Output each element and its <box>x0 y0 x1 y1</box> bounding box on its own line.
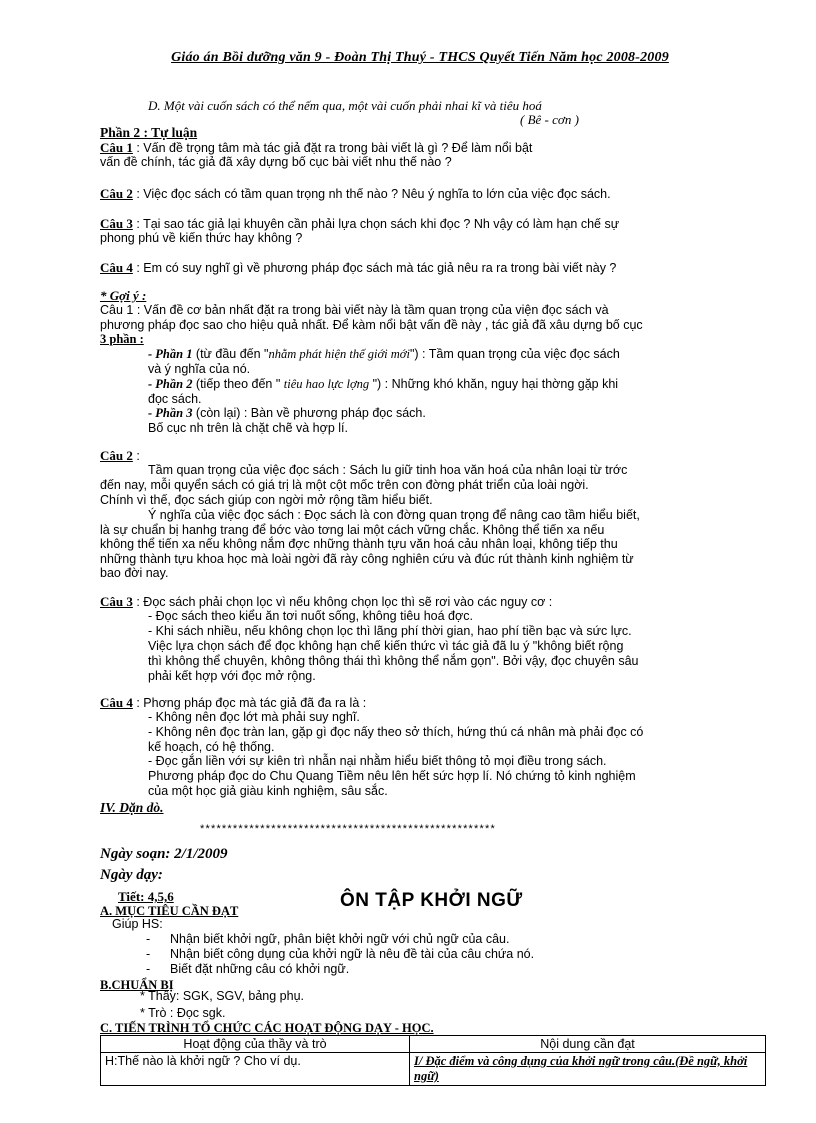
part-2-text-b: ") : Những khó khăn, nguy hại thờng gặp khi <box>369 377 619 391</box>
table-row <box>101 1053 766 1086</box>
answer-2-line2: đến nay, mỗi quyển sách có giá trị là một cột mốc trên con đờng phát triển của loài ngời. <box>100 478 589 492</box>
intro-giup-hs: Giúp HS: <box>112 917 163 931</box>
question-1-text: : Vấn đề trọng tâm mà tác giả đặt ra trong bài viết là gì ? Để làm nổi bật <box>132 141 533 155</box>
answer-4-line2: - Không nên đọc lớt mà phải suy nghĩ. <box>148 710 360 724</box>
question-4-text: : Em có suy nghĩ gì về phương pháp đọc sách mà tác giả nêu ra ra trong bài viết này ? <box>132 261 617 275</box>
section-b-heading: B.CHUẨN BỊ <box>100 978 174 992</box>
question-3 <box>100 216 619 232</box>
table-header-content: Nội dung cần đạt <box>410 1036 766 1053</box>
part-1-text-a: (từ đầu đến " <box>192 347 269 361</box>
answer-3-line6: phải kết hợp với đọc mở rộng. <box>148 669 316 683</box>
part-2-cont: đọc sách. <box>148 392 202 406</box>
question-4 <box>100 260 616 276</box>
page-header: Giáo án Bồi dưỡng văn 9 - Đoàn Thị Thuý - THCS Quyết Tiến Năm học 2008-2009 <box>171 50 669 65</box>
answer-2-line6: không thể tiến xa nếu không nắm đợc những thành tựu văn hoá cảu nhân loại, không tiếp thu <box>100 537 618 551</box>
answer-3-text: : Đọc sách phải chọn lọc vì nếu không chọn lọc thì sẽ rơi vào các nguy cơ : <box>132 595 553 609</box>
answer-1-line1: Câu 1 : Vấn đề cơ bản nhất đặt ra trong bài viết này là tầm quan trọng của viện đọc sách và <box>100 303 609 317</box>
prep-student: * Trò : Đọc sgk. <box>140 1006 226 1020</box>
option-d: D. Một vài cuốn sách có thể nếm qua, một vài cuốn phải nhai kĩ và tiêu hoá <box>148 98 542 113</box>
answer-2-line8: bao đời nay. <box>100 566 169 580</box>
answer-2-line5: là sự chuẩn bị hanhg trang để bớc vào tơng lai một cách vững chắc. Không thể tiến xa nếu <box>100 523 605 537</box>
question-3-text: : Tại sao tác giả lại khuyên cần phải lựa chọn sách khi đọc ? Nh vậy có làm hạn chế sự <box>132 217 620 231</box>
objective-2-bullet: - <box>146 947 151 961</box>
answer-3-label: Câu 3 <box>100 594 133 609</box>
question-3-cont: phong phú về kiến thức hay không ? <box>100 231 303 245</box>
part-1-cont: và ý nghĩa của nó. <box>148 362 251 376</box>
lesson-title: ÔN TẬP KHỞI NGỮ <box>340 890 523 911</box>
question-1-cont: vấn đề chính, tác giả đã xây dựng bố cục bài viết nhu thế nào ? <box>100 155 452 169</box>
part-3-text: (còn lại) : Bàn về phương pháp đọc sách. <box>192 406 426 420</box>
hint-heading: * Gợi ý : <box>100 288 147 303</box>
part-2-quote: tiêu hao lực lợng <box>283 377 370 391</box>
question-3-label: Câu 3 <box>100 216 133 231</box>
part-1-label: - Phần 1 <box>148 347 193 361</box>
answer-2-line3: Chính vì thế, đọc sách giúp con ngời mở rộng tầm hiểu biết. <box>100 493 433 507</box>
part-3 <box>148 406 426 421</box>
answer-3-line4: Việc lựa chọn sách để đọc không hạn chế kiến thức vì tác giả đã lu ý "không biết rộng <box>148 639 624 653</box>
section-a-heading: A. MỤC TIÊU CẦN ĐẠT <box>100 904 239 918</box>
table-header-teacher-student: Hoạt động của thầy và trò <box>101 1036 410 1053</box>
part-3-label: - Phần 3 <box>148 406 193 420</box>
answer-2-label: Câu 2 <box>100 448 133 463</box>
answer-3-line3: - Khi sách nhiều, nếu không chọn lọc thì lãng phí thời gian, hao phí tiền bạc và sức lực. <box>148 624 632 638</box>
objective-2: Nhận biết công dụng của khởi ngữ là nêu đề tài của câu chứa nó. <box>170 947 535 961</box>
lesson-periods: Tiết: 4,5,6 <box>118 889 174 904</box>
answer-2-line1: Tầm quan trọng của việc đọc sách : Sách lu giữ tinh hoa văn hoá của nhân loại từ trớc <box>148 463 628 477</box>
answer-3-line5: thì không thể chuyên, không thông thái thì không thể nắm gọn". Bởi vậy, đọc chuyên sâu <box>148 654 639 668</box>
question-1-label: Câu 1 <box>100 140 133 155</box>
answer-2-heading <box>100 448 140 464</box>
date-taught: Ngày dạy: <box>100 867 163 883</box>
date-prepared: Ngày soạn: 2/1/2009 <box>100 846 228 862</box>
answer-4-line5: - Đọc gắn liền với sự kiên trì nhẫn nại nhằm hiểu biết thông tỏ mọi điều trong sách. <box>148 754 607 768</box>
answer-2-line7: những thành tựu khoa học mà loài ngời đã rày công nghiên cứu và đúc rút thành kinh nghiệm từ <box>100 552 634 566</box>
answer-1-line2: phương pháp đọc sao cho hiệu quả nhất. Để kàm nổi bật vấn đề này , tác giả đã xâu dựng bố cục <box>100 318 643 332</box>
question-4-label: Câu 4 <box>100 260 133 275</box>
objective-3-bullet: - <box>146 962 151 976</box>
question-2-label: Câu 2 <box>100 186 133 201</box>
answer-4-line7: của một học giả giàu kinh nghiệm, sâu sắc. <box>148 784 388 798</box>
part-2-text-a: (tiếp theo đến " <box>192 377 284 391</box>
question-1 <box>100 140 532 156</box>
answer-2-line4: Ý nghĩa của việc đọc sách : Đọc sách là con đờng quan trọng để nâng cao tầm hiểu biết, <box>148 508 640 522</box>
answer-4-text: : Phơng pháp đọc mà tác giả đã đa ra là : <box>132 696 367 710</box>
answer-4-line6: Phương pháp đọc do Chu Quang Tiềm nêu lên hết sức hợp lí. Nó chứng tỏ kinh nghiệm <box>148 769 636 783</box>
answer-2-colon: : <box>132 449 140 463</box>
objective-3: Biết đặt những câu có khởi ngữ. <box>170 962 350 976</box>
section-heading-phan2: Phần 2 : Tự luận <box>100 125 198 140</box>
objective-1-bullet: - <box>146 932 151 946</box>
divider-stars: ****************************************************** <box>200 823 496 835</box>
part-1 <box>148 347 620 362</box>
answer-3-line2: - Đọc sách theo kiểu ăn tơi nuốt sống, không tiêu hoá đợc. <box>148 609 473 623</box>
answer-1-line3: 3 phần : <box>100 332 144 346</box>
answer-4 <box>100 695 366 711</box>
table-header-row <box>101 1036 766 1053</box>
question-2-text: : Việc đọc sách có tầm quan trọng nh thế nào ? Nêu ý nghĩa to lớn của việc đọc sách. <box>132 187 611 201</box>
prep-teacher: * Thầy: SGK, SGV, bảng phụ. <box>140 989 304 1003</box>
section-c-heading: C. TIẾN TRÌNH TỔ CHỨC CÁC HOẠT ĐỘNG DẠY - HỌC. <box>100 1021 434 1035</box>
table-cell-content: I/ Đặc điểm và công dụng của khởi ngữ trong câu.(Đề ngữ, khởi ngữ) <box>410 1053 766 1086</box>
option-d-author: ( Bê - cơn ) <box>520 112 579 127</box>
objective-1: Nhận biết khởi ngữ, phân biệt khởi ngữ với chủ ngữ của câu. <box>170 932 510 946</box>
part-2-label: - Phần 2 <box>148 377 193 391</box>
question-2 <box>100 186 611 202</box>
table-cell-activity: H:Thế nào là khởi ngữ ? Cho ví dụ. <box>101 1053 410 1086</box>
part-3-cont: Bố cục nh trên là chặt chẽ và hợp lí. <box>148 421 348 435</box>
answer-3 <box>100 594 552 610</box>
answer-4-line4: kế hoạch, có hệ thống. <box>148 740 275 754</box>
part-1-text-b: ") : Tầm quan trọng của việc đọc sách <box>409 347 620 361</box>
answer-4-label: Câu 4 <box>100 695 133 710</box>
part-2 <box>148 377 618 392</box>
lesson-activity-table <box>100 1035 766 1086</box>
homework-heading: IV. Dặn dò. <box>100 800 164 815</box>
answer-4-line3: - Không nên đọc tràn lan, gặp gì đọc nấy theo sở thích, hứng thú cá nhân mà phải đọc có <box>148 725 644 739</box>
part-1-quote: nhằm phát hiện thế giới mới <box>268 347 410 361</box>
